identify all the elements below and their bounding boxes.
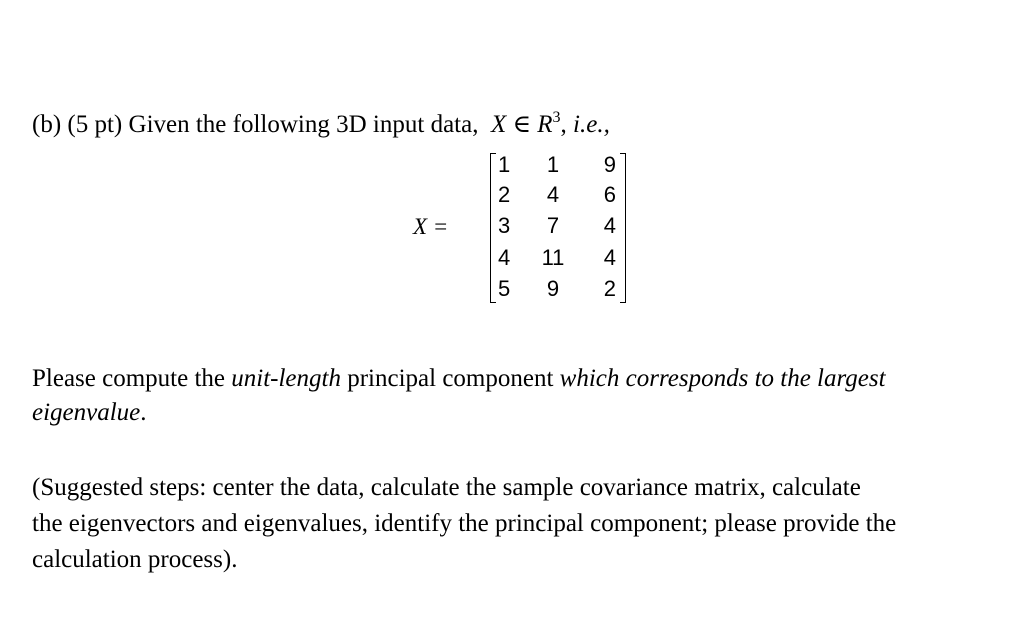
matrix-cell: 1 bbox=[498, 152, 511, 177]
comma: , bbox=[560, 111, 567, 138]
matrix-cell: 1 bbox=[546, 152, 560, 177]
instruction-pre: Please compute the bbox=[32, 365, 232, 392]
question-line bbox=[32, 103, 610, 140]
matrix-cell: 9 bbox=[603, 152, 616, 177]
element-of-symbol: ∈ bbox=[512, 111, 532, 138]
suggested-steps-line-3: calculation process). bbox=[32, 546, 238, 573]
part-label: (b) bbox=[32, 111, 62, 138]
matrix-cell: 4 bbox=[498, 245, 511, 270]
matrix-cell: 6 bbox=[603, 182, 616, 207]
matrix-cell: 4 bbox=[603, 245, 616, 270]
matrix-row-1 bbox=[490, 150, 626, 180]
set-r: R bbox=[537, 111, 553, 138]
matrix-cell: 5 bbox=[498, 276, 511, 301]
matrix-cell: 7 bbox=[546, 213, 560, 238]
matrix-cell: 4 bbox=[603, 213, 616, 238]
data-matrix bbox=[490, 150, 626, 306]
suggested-steps-line-2: the eigenvectors and eigenvalues, identify the principal component; please provide the bbox=[32, 510, 897, 537]
ie-label: i.e., bbox=[573, 111, 610, 138]
matrix-row-3 bbox=[490, 211, 626, 241]
instruction-line-2 bbox=[32, 396, 147, 430]
matrix-row-4 bbox=[490, 243, 626, 273]
matrix-cell: 4 bbox=[546, 182, 560, 207]
instruction-line-1 bbox=[32, 362, 886, 396]
matrix-cell: 9 bbox=[546, 276, 560, 301]
question-intro: Given the following 3D input data, bbox=[128, 111, 479, 138]
matrix-cell: 11 bbox=[541, 245, 565, 270]
matrix-lhs bbox=[413, 213, 448, 241]
matrix-cell: 2 bbox=[498, 182, 511, 207]
matrix-row-2 bbox=[490, 180, 626, 210]
instruction-em-eigenvalue: eigenvalue bbox=[32, 399, 141, 426]
instruction-end: . bbox=[140, 399, 147, 426]
exponent: 3 bbox=[552, 109, 561, 126]
instruction-em-largest: which corresponds to the largest bbox=[559, 365, 886, 392]
matrix-lhs-text: X = bbox=[413, 214, 449, 239]
matrix-cell: 2 bbox=[603, 276, 616, 301]
instruction-em-unit-length: unit-length bbox=[231, 365, 341, 392]
variable-x: X bbox=[490, 111, 507, 138]
matrix-row-5 bbox=[490, 274, 626, 304]
points-label: (5 pt) bbox=[67, 111, 123, 138]
matrix-cell: 3 bbox=[498, 213, 511, 238]
suggested-steps-line-1: (Suggested steps: center the data, calculate the sample covariance matrix, calculate bbox=[32, 474, 861, 501]
instruction-mid: principal component bbox=[340, 365, 560, 392]
